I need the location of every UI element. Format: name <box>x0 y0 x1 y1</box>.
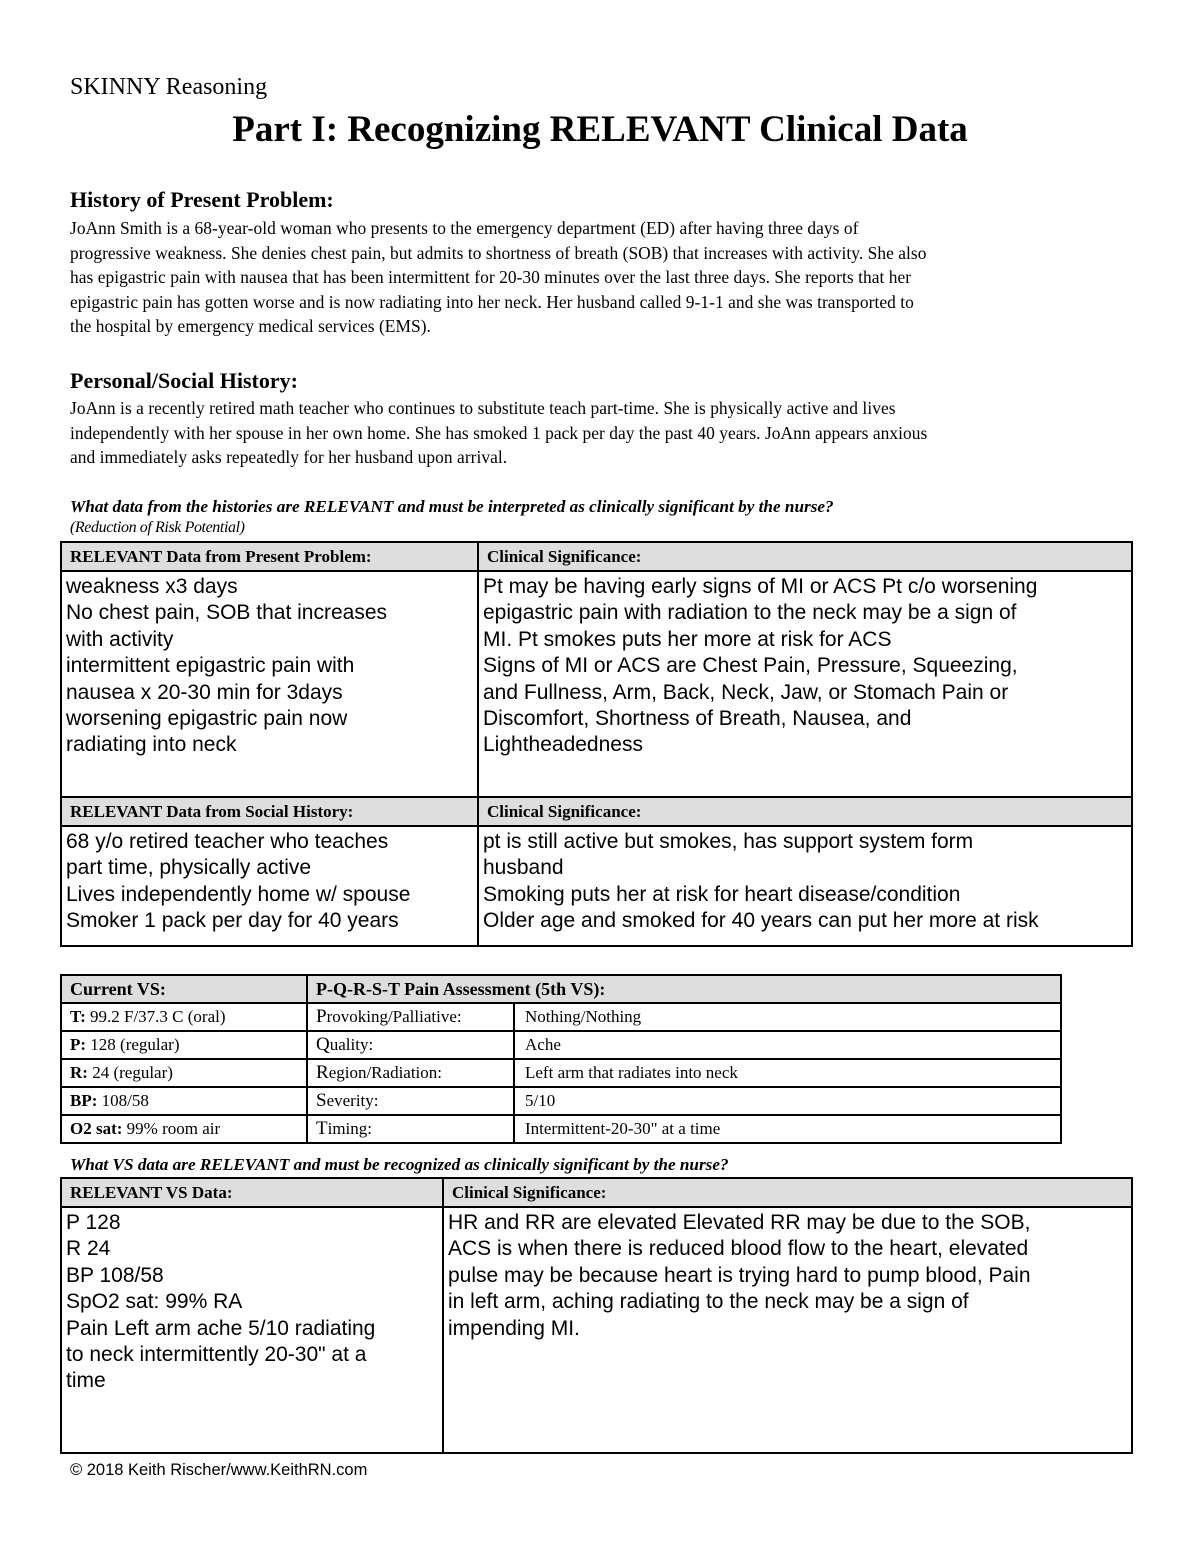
vitals-row <box>61 1031 1061 1059</box>
pqrst-letter: S <box>316 1090 327 1111</box>
vs-significance-header: Clinical Significance: <box>443 1178 1132 1207</box>
vs-value: 24 (regular) <box>87 1063 173 1082</box>
answer-line: 68 y/o retired teacher who teaches <box>66 830 389 853</box>
pqrst-label: iming: <box>327 1119 373 1138</box>
history-line: the hospital by emergency medical services (EMS). <box>70 316 431 337</box>
pqrst-label-cell <box>307 1031 514 1059</box>
vitals-row <box>61 1059 1061 1087</box>
pqrst-label-cell <box>307 1115 514 1143</box>
vs-cell <box>61 1115 307 1143</box>
answer-line: Lives independently home w/ spouse <box>66 882 411 906</box>
history-line: progressive weakness. She denies chest pain, but admits to shortness of breath (SOB) that increases with activity. She also <box>70 242 927 263</box>
history-paragraph <box>70 216 1135 339</box>
answer-line: Discomfort, Shortness of Breath, Nausea, and <box>483 707 912 731</box>
answer-line: R 24 <box>66 1237 111 1261</box>
social-line: independently with her spouse in her own home. She has smoked 1 pack per day the past 40 years. JoAnn appears anxious <box>70 422 928 443</box>
answer-line: intermittent epigastric pain with <box>66 654 355 678</box>
vs-cell <box>61 1059 307 1087</box>
pqrst-label: everity: <box>326 1091 379 1110</box>
pqrst-value: 5/10 <box>514 1087 1061 1115</box>
pqrst-value: Nothing/Nothing <box>514 1003 1061 1031</box>
vitals-table <box>60 974 1062 1144</box>
answer-line: Smoking puts her at risk for heart disease/condition <box>483 882 961 906</box>
answer-line: nausea x 20-30 min for 3days <box>66 680 343 704</box>
vs-value: 108/58 <box>97 1091 149 1110</box>
answer-line: and Fullness, Arm, Back, Neck, Jaw, or Stomach Pain or <box>483 680 1009 704</box>
present-significance-header: Clinical Significance: <box>478 542 1132 571</box>
answer-line: pt is still active but smokes, has support system form <box>483 830 974 853</box>
social-data-cell[interactable] <box>61 826 478 946</box>
pqrst-label: rovoking/Palliative: <box>326 1007 462 1026</box>
vs-cell <box>61 1087 307 1115</box>
answer-line: ACS is when there is reduced blood flow to the heart, elevated <box>448 1237 1029 1261</box>
pqrst-label: uality: <box>329 1035 374 1054</box>
answer-line: weakness x3 days <box>66 575 238 598</box>
copyright-footer: © 2018 Keith Rischer/www.KeithRN.com <box>70 1461 368 1479</box>
answer-line: Signs of MI or ACS are Chest Pain, Pressure, Squeezing, <box>483 654 1018 678</box>
answer-line: with activity <box>66 627 174 651</box>
social-line: JoAnn is a recently retired math teacher who continues to substitute teach part-time. She is physically active and lives <box>70 398 896 418</box>
pqrst-value: Intermittent-20-30" at a time <box>514 1115 1061 1143</box>
answer-line: HR and RR are elevated Elevated RR may be due to the SOB, <box>448 1211 1031 1234</box>
social-heading: Personal/Social History: <box>70 368 298 393</box>
vs-label: T: <box>70 1007 86 1026</box>
answer-line: Pt may be having early signs of MI or ACS Pt c/o worsening <box>483 575 1038 598</box>
question-histories: What data from the histories are RELEVANT and must be interpreted as clinically significant by the nurse? <box>70 497 834 516</box>
vs-value: 128 (regular) <box>86 1035 180 1054</box>
vs-label: BP: <box>70 1091 98 1110</box>
answer-line: MI. Pt smokes puts her more at risk for ACS <box>483 627 892 651</box>
vs-significance-cell[interactable] <box>443 1207 1132 1453</box>
vs-data-header: RELEVANT VS Data: <box>61 1178 443 1207</box>
question-vs: What VS data are RELEVANT and must be recognized as clinically significant by the nurse? <box>70 1155 729 1174</box>
pqrst-value: Ache <box>514 1031 1061 1059</box>
social-line: and immediately asks repeatedly for her husband upon arrival. <box>70 447 508 468</box>
answer-line: husband <box>483 856 564 880</box>
present-data-header: RELEVANT Data from Present Problem: <box>61 542 478 571</box>
answer-line: impending MI. <box>448 1316 580 1340</box>
vs-label: O2 sat: <box>70 1119 123 1138</box>
social-significance-cell[interactable] <box>478 826 1132 946</box>
history-heading: History of Present Problem: <box>70 187 334 212</box>
answer-line: P 128 <box>66 1211 121 1234</box>
answer-line: radiating into neck <box>66 733 237 757</box>
answer-line: time <box>66 1369 106 1393</box>
social-paragraph <box>70 396 1135 470</box>
present-data-cell[interactable] <box>61 571 478 797</box>
social-data-header: RELEVANT Data from Social History: <box>61 797 478 826</box>
pqrst-value: Left arm that radiates into neck <box>514 1059 1061 1087</box>
vs-value: 99.2 F/37.3 C (oral) <box>85 1007 226 1026</box>
answer-line: No chest pain, SOB that increases <box>66 601 387 625</box>
answer-line: epigastric pain with radiation to the neck may be a sign of <box>483 601 1017 625</box>
history-line: has epigastric pain with nausea that has been intermittent for 20-30 minutes over the last three days. She reports that her <box>70 267 912 288</box>
question-note: (Reduction of Risk Potential) <box>70 519 245 536</box>
pqrst-header: P-Q-R-S-T Pain Assessment (5th VS): <box>307 975 1061 1003</box>
pqrst-label-cell <box>307 1059 514 1087</box>
vitals-row <box>61 1003 1061 1031</box>
social-significance-header: Clinical Significance: <box>478 797 1132 826</box>
answer-line: Pain Left arm ache 5/10 radiating <box>66 1316 376 1340</box>
answer-line: Smoker 1 pack per day for 40 years <box>66 909 399 933</box>
vitals-row <box>61 1115 1061 1143</box>
vs-data-cell[interactable] <box>61 1207 443 1453</box>
histories-table <box>60 541 1133 947</box>
vs-cell <box>61 1003 307 1031</box>
page-title: Part I: Recognizing RELEVANT Clinical Data <box>232 109 968 150</box>
pqrst-label: egion/Radiation: <box>328 1063 443 1082</box>
answer-line: worsening epigastric pain now <box>66 707 348 731</box>
pqrst-label-cell <box>307 1003 514 1031</box>
pqrst-letter: T <box>316 1118 328 1139</box>
answer-line: SpO2 sat: 99% RA <box>66 1290 243 1314</box>
current-vs-header: Current VS: <box>61 975 307 1003</box>
document-kicker: SKINNY Reasoning <box>70 74 268 100</box>
history-line: epigastric pain has gotten worse and is now radiating into her neck. Her husband called 9-1-1 and she was transported to <box>70 291 914 312</box>
vs-relevance-table <box>60 1177 1133 1454</box>
answer-line: Lightheadedness <box>483 733 643 757</box>
answer-line: pulse may be because heart is trying hard to pump blood, Pain <box>448 1263 1031 1287</box>
history-line: JoAnn Smith is a 68-year-old woman who presents to the emergency department (ED) after having three days of <box>70 218 859 238</box>
pqrst-letter: Q <box>316 1034 330 1055</box>
answer-line: BP 108/58 <box>66 1263 164 1287</box>
answer-line: to neck intermittently 20-30" at a <box>66 1343 367 1367</box>
vs-cell <box>61 1031 307 1059</box>
vs-value: 99% room air <box>122 1119 221 1138</box>
answer-line: part time, physically active <box>66 856 312 880</box>
answer-line: in left arm, aching radiating to the neck may be a sign of <box>448 1290 969 1314</box>
vs-label: R: <box>70 1063 88 1082</box>
answer-line: Older age and smoked for 40 years can put her more at risk <box>483 909 1039 933</box>
vitals-row <box>61 1087 1061 1115</box>
pqrst-label-cell <box>307 1087 514 1115</box>
pqrst-letter: R <box>316 1062 329 1083</box>
vs-label: P: <box>70 1035 87 1054</box>
pqrst-letter: P <box>316 1006 327 1027</box>
present-significance-cell[interactable] <box>478 571 1132 797</box>
